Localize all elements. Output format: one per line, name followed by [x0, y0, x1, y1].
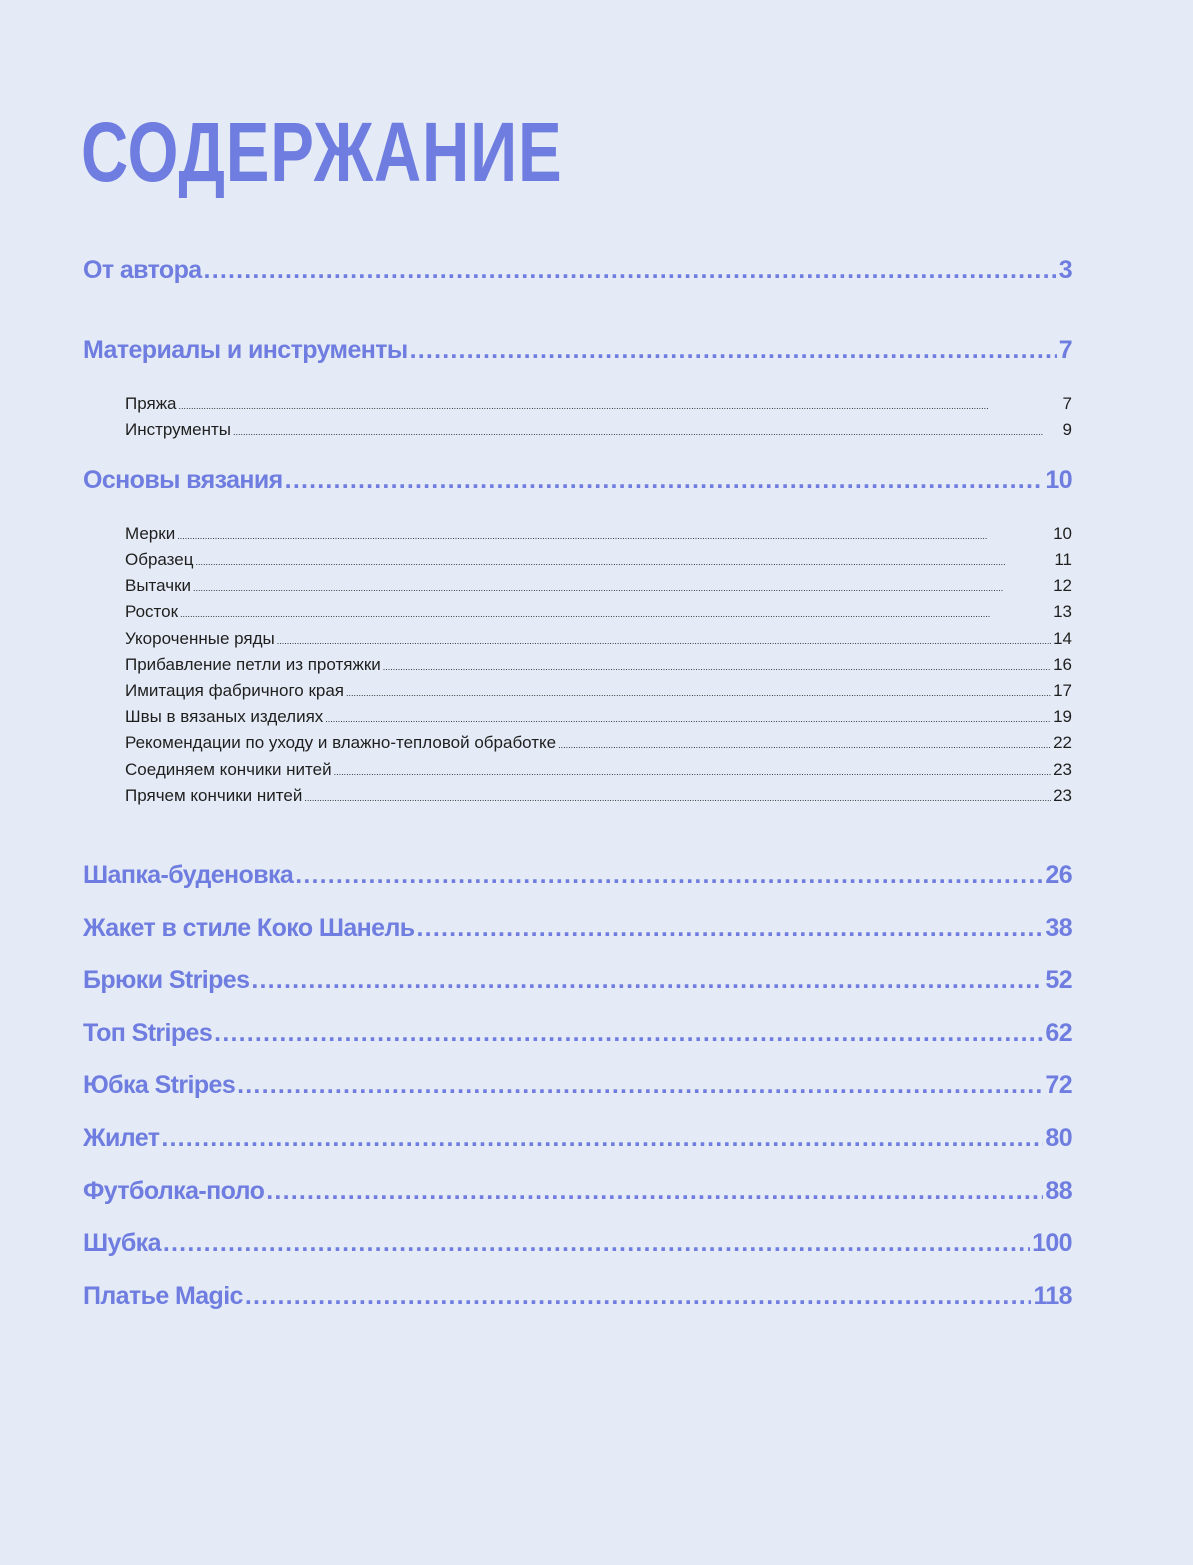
toc-subentry-seams[interactable] [125, 706, 1072, 730]
toc-subentry-page: 14 [1053, 629, 1072, 648]
toc-entry-page: 52 [1045, 966, 1072, 994]
toc-entry-page: 62 [1045, 1019, 1072, 1047]
dot-leader [195, 551, 1052, 573]
dot-leader [193, 577, 1051, 599]
toc-subentry-short-rows[interactable] [125, 628, 1072, 652]
toc-subentry-label: Мерки [125, 524, 176, 543]
toc-subentry-tools[interactable] [125, 419, 1072, 443]
dot-leader [277, 630, 1051, 652]
toc-subentry-label: Соединяем кончики нитей [125, 760, 332, 779]
toc-entry-label: Шапка-буденовка [83, 861, 294, 889]
toc-subentry-hide-ends[interactable] [125, 785, 1072, 809]
toc-subentry-label: Укороченные ряды [125, 629, 275, 648]
toc-subentry-page: 22 [1053, 733, 1072, 752]
toc-entry-page: 26 [1045, 861, 1072, 889]
toc-entry-vest[interactable] [83, 1123, 1072, 1153]
toc-subentry-label: Росток [125, 602, 179, 621]
toc-entry-page: 118 [1033, 1282, 1072, 1310]
toc-entry-stripes-top[interactable] [83, 1018, 1072, 1048]
dot-leader [285, 465, 1044, 495]
toc-entry-basics[interactable] [83, 465, 1072, 495]
toc-entry-page: 88 [1045, 1177, 1072, 1205]
toc-subentry-care[interactable] [125, 732, 1072, 756]
dot-leader [304, 787, 1051, 809]
dot-leader [417, 913, 1044, 943]
dot-leader [237, 1070, 1043, 1100]
dot-leader [180, 603, 1051, 625]
dot-leader [161, 1123, 1043, 1153]
dot-leader [266, 1176, 1043, 1206]
toc-entry-label: Брюки Stripes [83, 966, 250, 994]
toc-subentry-label: Швы в вязаных изделиях [125, 707, 324, 726]
toc-entry-label: Топ Stripes [83, 1019, 213, 1047]
toc-entry-page: 3 [1058, 256, 1072, 284]
dot-leader [346, 682, 1051, 704]
toc-subentry-label: Вытачки [125, 576, 192, 595]
toc-subentry-page: 16 [1053, 655, 1072, 674]
toc-subentry-label: Прибавление петли из протяжки [125, 655, 381, 674]
toc-subentry-increase[interactable] [125, 654, 1072, 678]
toc-entry-chanel-jacket[interactable] [83, 913, 1072, 943]
dot-leader [204, 255, 1057, 285]
toc-subentry-label: Пряжа [125, 394, 177, 413]
dot-leader [233, 421, 1061, 443]
toc-entry-page: 80 [1045, 1124, 1072, 1152]
page-title: СОДЕРЖАНИЕ [81, 105, 563, 199]
toc-entry-label: Платье Magic [83, 1282, 243, 1310]
toc-entry-fur-coat[interactable] [83, 1228, 1072, 1258]
dot-leader [325, 708, 1051, 730]
toc-entry-label: От автора [83, 256, 202, 284]
dot-leader [214, 1018, 1043, 1048]
dot-leader [177, 525, 1051, 547]
dot-leader [251, 965, 1043, 995]
toc-subentry-label: Рекомендации по уходу и влажно-тепловой обработке [125, 733, 557, 752]
toc-subentry-page: 23 [1053, 760, 1072, 779]
toc-subentry-label: Инструменты [125, 420, 232, 439]
toc-subentry-join-ends[interactable] [125, 759, 1072, 783]
toc-entry-label: Футболка-поло [83, 1177, 265, 1205]
toc-entry-label: Жакет в стиле Коко Шанель [83, 914, 415, 942]
toc-subentry-page: 12 [1053, 576, 1072, 595]
toc-subentry-page: 11 [1054, 550, 1072, 569]
toc-entry-page: 38 [1045, 914, 1072, 942]
toc-entry-budenovka[interactable] [83, 860, 1072, 890]
toc-subentry-label: Прячем кончики нитей [125, 786, 303, 805]
dot-leader [179, 395, 1061, 417]
toc-entry-page: 100 [1032, 1229, 1072, 1257]
toc-entry-label: Юбка Stripes [83, 1071, 236, 1099]
dot-leader [163, 1228, 1030, 1258]
toc-subentry-rostok[interactable] [125, 601, 1072, 625]
toc-entry-label: Основы вязания [83, 466, 283, 494]
toc-entry-label: Материалы и инструменты [83, 336, 408, 364]
toc-entry-polo-shirt[interactable] [83, 1176, 1072, 1206]
dot-leader [410, 335, 1057, 365]
toc-subentry-page: 9 [1062, 420, 1072, 439]
toc-entry-stripes-trousers[interactable] [83, 965, 1072, 995]
toc-subentry-page: 19 [1053, 707, 1072, 726]
toc-entry-magic-dress[interactable] [83, 1281, 1072, 1311]
toc-entry-label: Жилет [83, 1124, 160, 1152]
toc-subentry-page: 13 [1053, 602, 1072, 621]
toc-entry-materials[interactable] [83, 335, 1072, 365]
toc-subentry-page: 7 [1062, 394, 1072, 413]
toc-subentry-yarn[interactable] [125, 393, 1072, 417]
dot-leader [245, 1281, 1032, 1311]
toc-subentry-page: 17 [1053, 681, 1072, 700]
toc-subentry-page: 10 [1053, 524, 1072, 543]
toc-entry-page: 72 [1045, 1071, 1072, 1099]
toc-entry-stripes-skirt[interactable] [83, 1070, 1072, 1100]
toc-subentry-measurements[interactable] [125, 523, 1072, 547]
toc-subentry-label: Имитация фабричного края [125, 681, 344, 700]
toc-entry-page: 7 [1058, 336, 1072, 364]
toc-subentry-factory-edge[interactable] [125, 680, 1072, 704]
toc-entry-author[interactable] [83, 255, 1072, 285]
toc-subentry-darts[interactable] [125, 575, 1072, 599]
toc-subentry-label: Образец [125, 550, 194, 569]
dot-leader [383, 656, 1051, 678]
toc-entry-label: Шубка [83, 1229, 161, 1257]
dot-leader [558, 734, 1051, 756]
dot-leader [334, 761, 1051, 783]
toc-subentry-sample[interactable] [125, 549, 1072, 573]
toc-subentry-page: 23 [1053, 786, 1072, 805]
dot-leader [295, 860, 1043, 890]
toc-entry-page: 10 [1045, 466, 1072, 494]
